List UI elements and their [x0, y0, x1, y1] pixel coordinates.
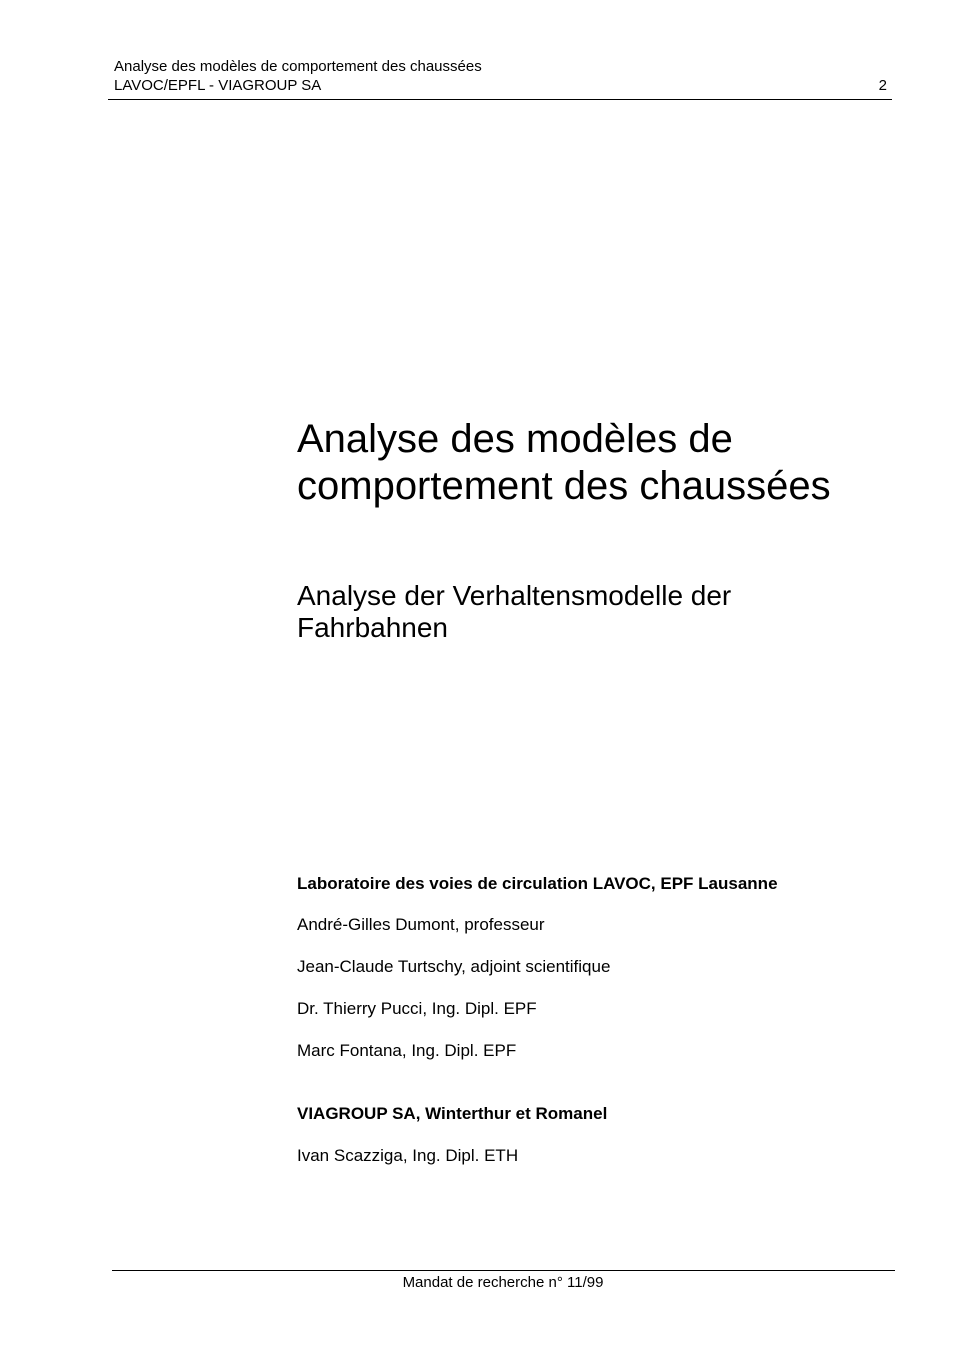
author-name: Dr. Thierry Pucci, Ing. Dipl. EPF	[297, 999, 537, 1018]
footer-divider	[112, 1270, 895, 1271]
author-name: André-Gilles Dumont, professeur	[297, 915, 545, 934]
organization-viagroup: VIAGROUP SA, Winterthur et Romanel	[297, 1104, 608, 1123]
author-name: Marc Fontana, Ing. Dipl. EPF	[297, 1041, 517, 1060]
running-header-title: Analyse des modèles de comportement des chaussées	[114, 58, 482, 75]
page-number: 2	[878, 77, 887, 94]
subtitle-line-2: Fahrbahnen	[297, 612, 449, 643]
document-subtitle	[297, 580, 917, 644]
header-divider	[108, 99, 892, 100]
author-name: Jean-Claude Turtschy, adjoint scientifique	[297, 957, 611, 976]
author-name: Ivan Scazziga, Ing. Dipl. ETH	[297, 1146, 519, 1165]
title-line-1: Analyse des modèles de	[297, 417, 733, 461]
document-title	[297, 416, 917, 510]
subtitle-line-1: Analyse der Verhaltensmodelle der	[297, 580, 732, 611]
footer-mandate: Mandat de recherche n° 11/99	[402, 1274, 604, 1291]
running-header-authors: LAVOC/EPFL - VIAGROUP SA	[114, 77, 322, 94]
organization-lavoc: Laboratoire des voies de circulation LAVOC, EPF Lausanne	[297, 874, 778, 893]
title-line-2: comportement des chaussées	[297, 464, 831, 508]
